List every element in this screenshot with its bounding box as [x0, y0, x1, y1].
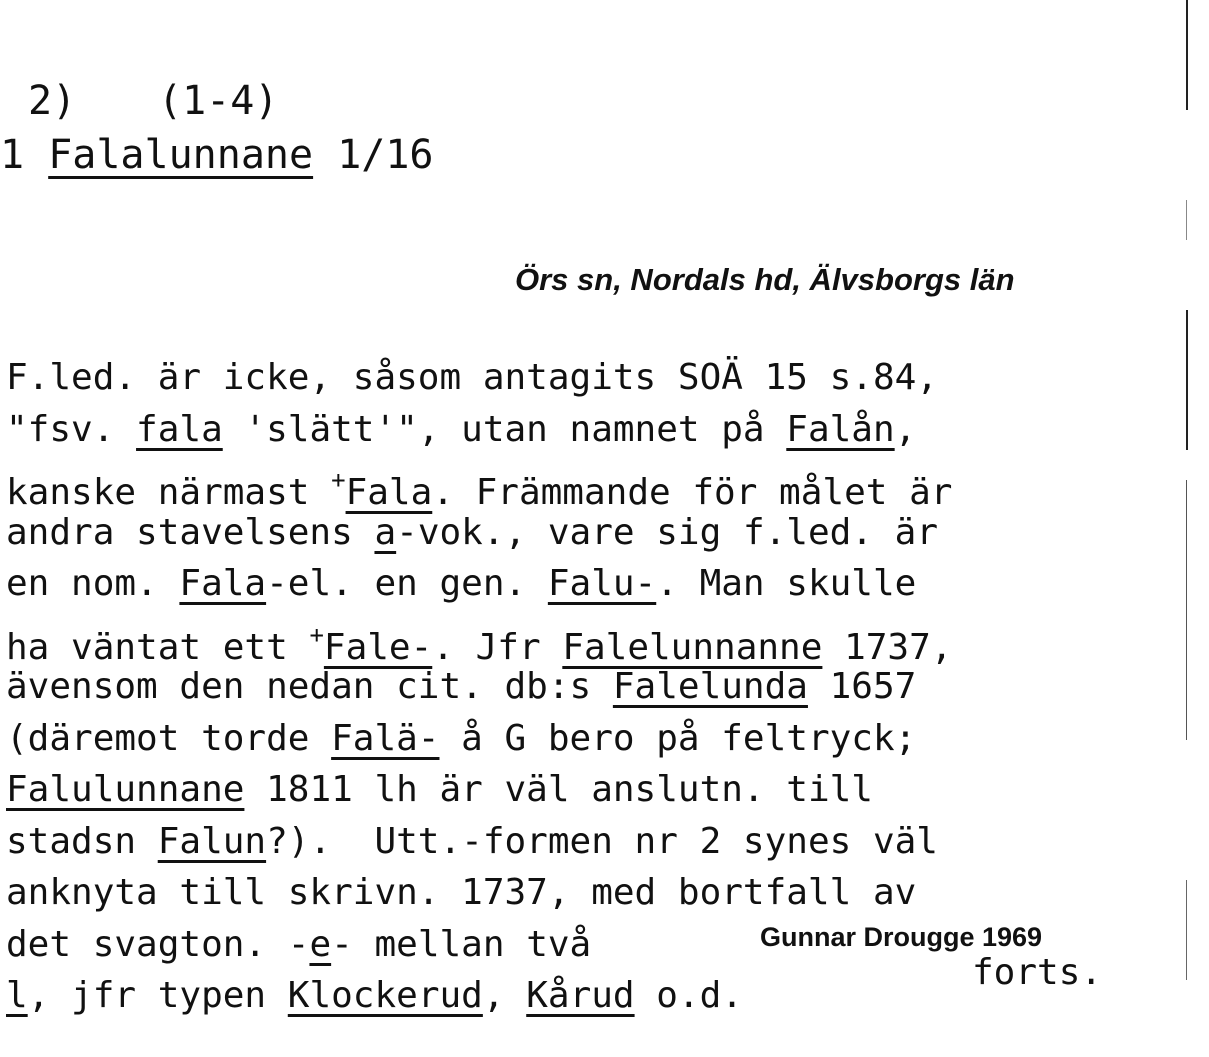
signature-stamp: Gunnar Drougge 1969: [760, 922, 1043, 952]
underlined-word: Fale-: [323, 626, 433, 668]
text-segment: ?). Utt.-formen nr 2 synes väl: [266, 820, 938, 862]
underlined-word: Fala: [345, 472, 433, 513]
text-segment: -el. en gen.: [266, 563, 548, 604]
card-edge-line: [1186, 310, 1188, 450]
card-edge-line: [1186, 880, 1187, 980]
text-segment: ävensom den nedan cit. db:s: [6, 666, 613, 707]
text-segment: 1811 lh är väl anslutn. till: [244, 769, 873, 810]
continuation-note: forts.: [972, 952, 1103, 993]
text-segment: en nom.: [6, 563, 180, 604]
card-range: (1-4): [158, 78, 279, 124]
entry-fraction: 1/16: [337, 132, 434, 178]
location-stamp: Örs sn, Nordals hd, Älvsborgs län: [515, 262, 1015, 297]
body-line: [6, 713, 1186, 765]
text-segment: å G bero på feltryck;: [439, 717, 917, 759]
underlined-word: Falelunnanne: [562, 626, 823, 668]
underlined-word: Falun: [157, 820, 267, 862]
text-segment: anknyta till skrivn. 1737, med bortfall av: [6, 872, 917, 913]
card-number: 2): [28, 78, 77, 124]
text-segment: (däremot torde: [6, 717, 332, 759]
text-segment: . Man skulle: [656, 563, 917, 604]
underlined-word: e: [309, 923, 332, 965]
body-line: [6, 816, 1186, 868]
card-edge-line: [1186, 200, 1187, 240]
entry-heading: [0, 132, 434, 178]
underlined-word: Klockerud: [287, 975, 483, 1016]
text-segment: . Jfr: [432, 626, 563, 668]
text-segment: . Främmande för målet är: [432, 472, 953, 513]
underlined-word: Falu-: [547, 563, 657, 604]
underlined-word: Fala: [179, 563, 267, 604]
text-segment: det svagton. -: [6, 923, 310, 965]
body-line: [6, 507, 1186, 559]
text-segment: 'slätt'", utan namnet på: [222, 408, 787, 450]
text-segment: stadsn: [6, 820, 158, 862]
body-line: [6, 764, 1186, 816]
entry-name: Falalunnane: [48, 132, 314, 178]
text-segment: 1737,: [822, 626, 953, 668]
text-segment: ,: [894, 408, 917, 450]
underlined-word: l: [6, 975, 28, 1016]
underlined-word: a: [374, 511, 397, 553]
card-edge-line: [1186, 480, 1187, 740]
underlined-word: Falulunnane: [6, 769, 245, 810]
text-segment: andra stavelsens: [6, 511, 375, 553]
body-line: [6, 404, 1186, 456]
card-edge-line: [1186, 0, 1188, 110]
text-segment: ,: [482, 975, 527, 1016]
underlined-word: Falån: [786, 408, 895, 450]
entry-prefix: 1: [0, 132, 25, 178]
underlined-word: Kårud: [526, 975, 635, 1016]
underlined-word: Falelunda: [612, 666, 808, 707]
text-segment: ha väntat ett: [6, 626, 310, 668]
reconstructed-form-mark: +: [309, 620, 324, 649]
text-segment: , jfr typen: [27, 975, 288, 1016]
body-line: [6, 610, 1186, 668]
text-segment: -vok., vare sig f.led. är: [396, 511, 939, 553]
body-line: [6, 867, 1186, 919]
text-segment: 1657: [807, 666, 917, 707]
reconstructed-form-mark: +: [331, 466, 346, 494]
text-segment: - mellan två: [331, 923, 592, 965]
text-segment: o.d.: [634, 975, 743, 1016]
underlined-word: Falä-: [331, 717, 440, 759]
body-line: [6, 661, 1186, 713]
underlined-word: fala: [136, 408, 223, 450]
body-line: [6, 558, 1186, 610]
text-segment: kanske närmast: [6, 472, 332, 513]
body-line: [6, 455, 1186, 513]
body-line: [6, 352, 1186, 404]
text-segment: "fsv.: [6, 408, 137, 450]
text-segment: F.led. är icke, såsom antagits SOÄ 15 s.84,: [6, 357, 938, 398]
